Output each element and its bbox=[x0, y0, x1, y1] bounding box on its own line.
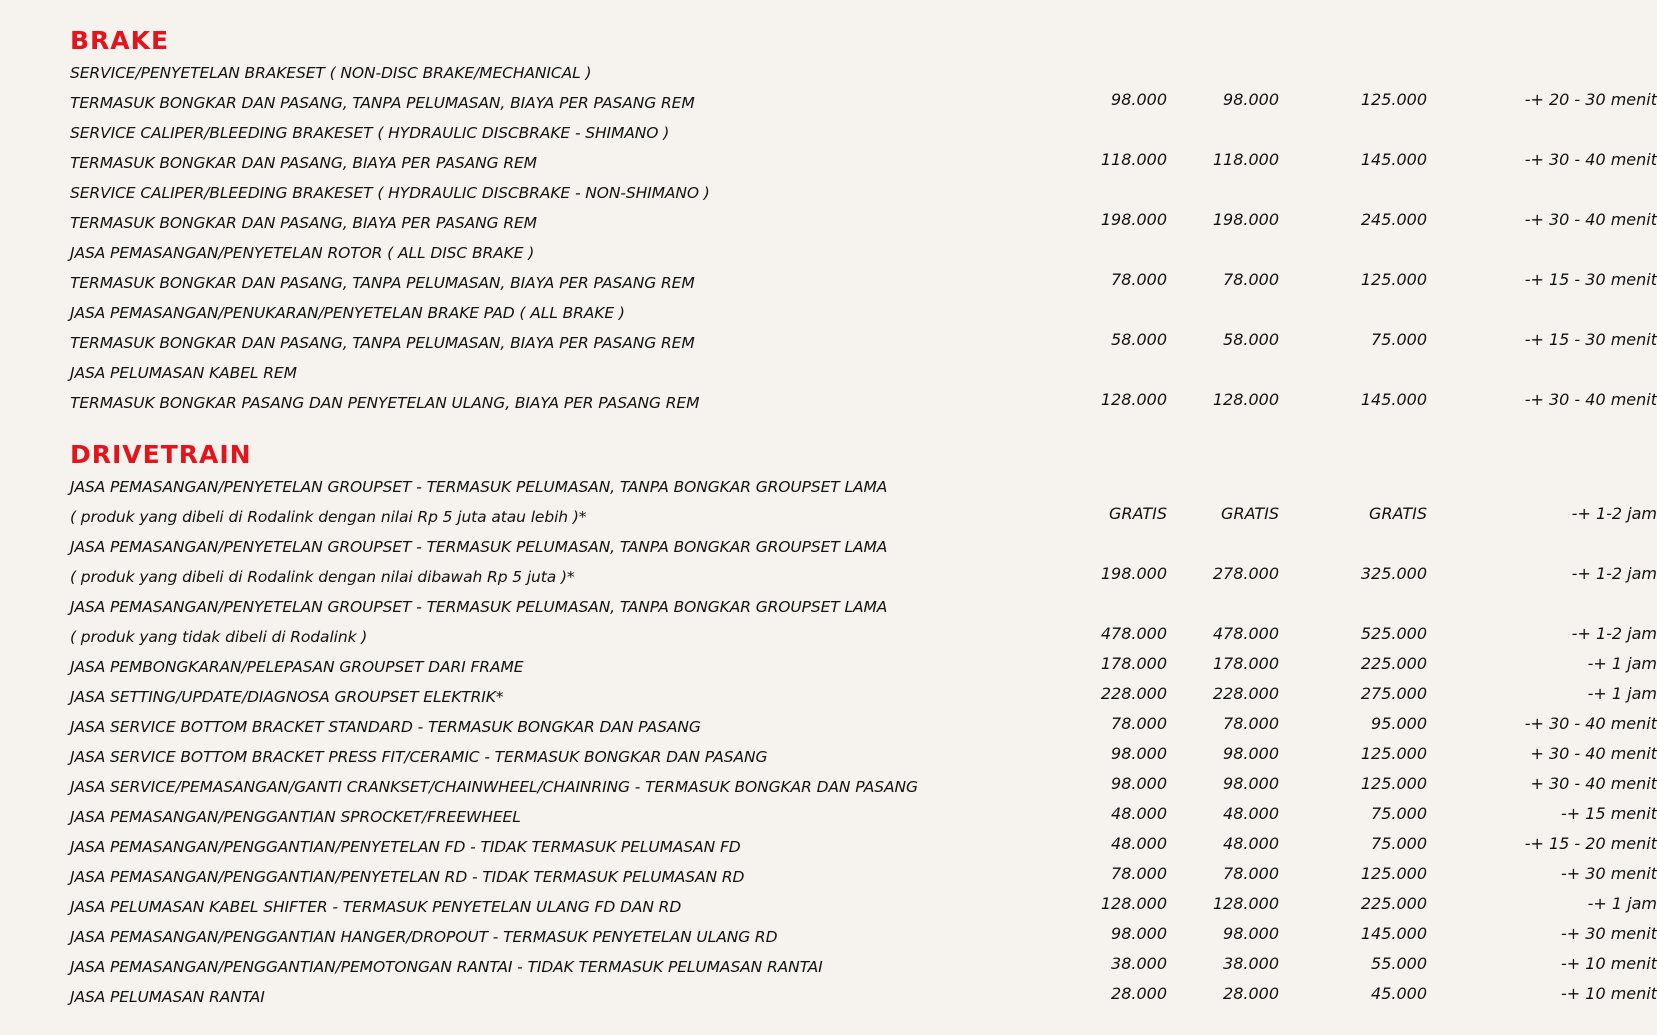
price-col-1: 28.000 bbox=[1111, 984, 1167, 1003]
price-col-2: 58.000 bbox=[1223, 330, 1279, 349]
price-col-1: 128.000 bbox=[1100, 390, 1167, 409]
service-item bbox=[70, 592, 1657, 652]
service-item bbox=[70, 682, 1657, 712]
service-item bbox=[70, 772, 1657, 802]
service-item bbox=[70, 238, 1657, 298]
price-col-1: 78.000 bbox=[1111, 270, 1167, 289]
price-col-1: GRATIS bbox=[1109, 504, 1167, 523]
duration: -+ 15 - 20 menit bbox=[1524, 834, 1657, 853]
duration: -+ 1 jam bbox=[1587, 684, 1657, 703]
price-col-2: 48.000 bbox=[1223, 834, 1279, 853]
price-col-3: 245.000 bbox=[1360, 210, 1427, 229]
service-name: JASA PEMASANGAN/PENGGANTIAN/PENYETELAN FD - TIDAK TERMASUK PELUMASAN FD bbox=[70, 838, 741, 856]
service-description bbox=[70, 358, 1010, 418]
service-item bbox=[70, 892, 1657, 922]
price-col-2: 78.000 bbox=[1223, 270, 1279, 289]
duration: -+ 1-2 jam bbox=[1571, 624, 1657, 643]
service-name: JASA PELUMASAN RANTAI bbox=[70, 988, 265, 1006]
price-col-3: 145.000 bbox=[1360, 150, 1427, 169]
price-col-2: 78.000 bbox=[1223, 864, 1279, 883]
service-name: JASA PEMASANGAN/PENUKARAN/PENYETELAN BRAKE PAD ( ALL BRAKE ) bbox=[70, 304, 625, 322]
price-col-1: 78.000 bbox=[1111, 864, 1167, 883]
price-col-2: 48.000 bbox=[1223, 804, 1279, 823]
price-col-3: 45.000 bbox=[1371, 984, 1427, 1003]
service-description bbox=[70, 862, 1010, 892]
service-name: JASA PEMASANGAN/PENYETELAN GROUPSET - TERMASUK PELUMASAN, TANPA BONGKAR GROUPSET LAMA bbox=[70, 538, 888, 556]
price-col-2: GRATIS bbox=[1221, 504, 1279, 523]
duration: -+ 20 - 30 menit bbox=[1524, 90, 1657, 109]
price-col-1: 98.000 bbox=[1111, 90, 1167, 109]
service-list bbox=[70, 58, 1657, 418]
service-name: JASA PEMASANGAN/PENYETELAN GROUPSET - TERMASUK PELUMASAN, TANPA BONGKAR GROUPSET LAMA bbox=[70, 478, 888, 496]
service-description bbox=[70, 832, 1010, 862]
service-item bbox=[70, 358, 1657, 418]
price-col-2: 178.000 bbox=[1212, 654, 1279, 673]
price-col-3: 525.000 bbox=[1360, 624, 1427, 643]
price-col-3: 55.000 bbox=[1371, 954, 1427, 973]
duration: + 30 - 40 menit bbox=[1530, 744, 1657, 763]
service-item bbox=[70, 712, 1657, 742]
duration: -+ 30 menit bbox=[1561, 864, 1657, 883]
service-description bbox=[70, 178, 1010, 238]
duration: -+ 1-2 jam bbox=[1571, 564, 1657, 583]
service-detail: TERMASUK BONGKAR DAN PASANG, BIAYA PER PASANG REM bbox=[70, 214, 537, 232]
duration: -+ 1-2 jam bbox=[1571, 504, 1657, 523]
price-col-1: 78.000 bbox=[1111, 714, 1167, 733]
service-item bbox=[70, 802, 1657, 832]
service-detail: TERMASUK BONGKAR DAN PASANG, TANPA PELUMASAN, BIAYA PER PASANG REM bbox=[70, 274, 695, 292]
service-item bbox=[70, 742, 1657, 772]
service-description bbox=[70, 532, 1010, 592]
service-item bbox=[70, 862, 1657, 892]
price-col-2: 478.000 bbox=[1212, 624, 1279, 643]
service-description bbox=[70, 772, 1010, 802]
price-col-1: 198.000 bbox=[1100, 564, 1167, 583]
price-col-3: 95.000 bbox=[1371, 714, 1427, 733]
duration: -+ 30 - 40 menit bbox=[1524, 150, 1657, 169]
duration: -+ 15 - 30 menit bbox=[1524, 270, 1657, 289]
service-name: JASA PEMASANGAN/PENYETELAN ROTOR ( ALL DISC BRAKE ) bbox=[70, 244, 535, 262]
price-col-3: 75.000 bbox=[1371, 804, 1427, 823]
price-col-3: 325.000 bbox=[1360, 564, 1427, 583]
service-name: JASA PELUMASAN KABEL SHIFTER - TERMASUK PENYETELAN ULANG FD DAN RD bbox=[70, 898, 682, 916]
service-description bbox=[70, 118, 1010, 178]
duration: -+ 30 menit bbox=[1561, 924, 1657, 943]
section-drivetrain bbox=[70, 440, 1657, 1012]
service-item bbox=[70, 58, 1657, 118]
duration: + 30 - 40 menit bbox=[1530, 774, 1657, 793]
price-col-1: 98.000 bbox=[1111, 774, 1167, 793]
service-detail: ( produk yang dibeli di Rodalink dengan nilai Rp 5 juta atau lebih )* bbox=[70, 508, 587, 526]
service-item bbox=[70, 982, 1657, 1012]
service-detail: ( produk yang dibeli di Rodalink dengan nilai dibawah Rp 5 juta )* bbox=[70, 568, 575, 586]
service-name: JASA PEMASANGAN/PENGGANTIAN HANGER/DROPOUT - TERMASUK PENYETELAN ULANG RD bbox=[70, 928, 778, 946]
price-col-1: 58.000 bbox=[1111, 330, 1167, 349]
service-item bbox=[70, 652, 1657, 682]
service-name: JASA PEMASANGAN/PENGGANTIAN SPROCKET/FREEWHEEL bbox=[70, 808, 521, 826]
service-detail: ( produk yang tidak dibeli di Rodalink ) bbox=[70, 628, 368, 646]
service-description bbox=[70, 892, 1010, 922]
price-col-1: 38.000 bbox=[1111, 954, 1167, 973]
duration: -+ 10 menit bbox=[1561, 954, 1657, 973]
price-col-3: 225.000 bbox=[1360, 654, 1427, 673]
service-item bbox=[70, 472, 1657, 532]
service-name: JASA PEMASANGAN/PENGGANTIAN/PEMOTONGAN RANTAI - TIDAK TERMASUK PELUMASAN RANTAI bbox=[70, 958, 823, 976]
price-col-1: 48.000 bbox=[1111, 834, 1167, 853]
service-name: JASA SERVICE/PEMASANGAN/GANTI CRANKSET/CHAINWHEEL/CHAINRING - TERMASUK BONGKAR DAN PASANG bbox=[70, 778, 918, 796]
service-name: JASA SETTING/UPDATE/DIAGNOSA GROUPSET ELEKTRIK* bbox=[70, 688, 504, 706]
price-col-3: 145.000 bbox=[1360, 924, 1427, 943]
section-title: BRAKE bbox=[70, 26, 170, 55]
service-description bbox=[70, 982, 1010, 1012]
price-col-2: 128.000 bbox=[1212, 894, 1279, 913]
service-description bbox=[70, 742, 1010, 772]
price-col-3: 125.000 bbox=[1360, 744, 1427, 763]
price-col-2: 228.000 bbox=[1212, 684, 1279, 703]
service-name: JASA PEMBONGKARAN/PELEPASAN GROUPSET DARI FRAME bbox=[70, 658, 524, 676]
price-col-1: 478.000 bbox=[1100, 624, 1167, 643]
price-col-1: 98.000 bbox=[1111, 744, 1167, 763]
service-detail: TERMASUK BONGKAR DAN PASANG, BIAYA PER PASANG REM bbox=[70, 154, 537, 172]
duration: -+ 1 jam bbox=[1587, 894, 1657, 913]
price-col-2: 28.000 bbox=[1223, 984, 1279, 1003]
price-col-1: 178.000 bbox=[1100, 654, 1167, 673]
price-col-1: 228.000 bbox=[1100, 684, 1167, 703]
price-col-3: 145.000 bbox=[1360, 390, 1427, 409]
service-item bbox=[70, 298, 1657, 358]
service-description bbox=[70, 952, 1010, 982]
section-brake bbox=[70, 26, 1657, 418]
price-col-2: 78.000 bbox=[1223, 714, 1279, 733]
service-description bbox=[70, 298, 1010, 358]
service-item bbox=[70, 532, 1657, 592]
price-col-1: 98.000 bbox=[1111, 924, 1167, 943]
service-description bbox=[70, 592, 1010, 652]
service-name: JASA SERVICE BOTTOM BRACKET PRESS FIT/CERAMIC - TERMASUK BONGKAR DAN PASANG bbox=[70, 748, 768, 766]
service-description bbox=[70, 802, 1010, 832]
service-name: SERVICE/PENYETELAN BRAKESET ( NON-DISC BRAKE/MECHANICAL ) bbox=[70, 64, 592, 82]
duration: -+ 30 - 40 menit bbox=[1524, 210, 1657, 229]
duration: -+ 10 menit bbox=[1561, 984, 1657, 1003]
service-description bbox=[70, 472, 1010, 532]
service-item bbox=[70, 118, 1657, 178]
price-col-3: 125.000 bbox=[1360, 90, 1427, 109]
service-description bbox=[70, 58, 1010, 118]
duration: -+ 30 - 40 menit bbox=[1524, 390, 1657, 409]
price-col-3: 125.000 bbox=[1360, 864, 1427, 883]
price-col-2: 118.000 bbox=[1212, 150, 1279, 169]
price-col-2: 98.000 bbox=[1223, 90, 1279, 109]
service-name: SERVICE CALIPER/BLEEDING BRAKESET ( HYDRAULIC DISCBRAKE - NON-SHIMANO ) bbox=[70, 184, 710, 202]
price-col-1: 198.000 bbox=[1100, 210, 1167, 229]
duration: -+ 1 jam bbox=[1587, 654, 1657, 673]
section-title: DRIVETRAIN bbox=[70, 440, 252, 469]
price-col-3: 75.000 bbox=[1371, 330, 1427, 349]
price-col-2: 198.000 bbox=[1212, 210, 1279, 229]
price-col-2: 98.000 bbox=[1223, 924, 1279, 943]
service-item bbox=[70, 952, 1657, 982]
price-col-2: 98.000 bbox=[1223, 744, 1279, 763]
price-col-3: 125.000 bbox=[1360, 774, 1427, 793]
price-col-1: 48.000 bbox=[1111, 804, 1167, 823]
duration: -+ 15 - 30 menit bbox=[1524, 330, 1657, 349]
service-description bbox=[70, 682, 1010, 712]
service-item bbox=[70, 922, 1657, 952]
price-col-3: GRATIS bbox=[1369, 504, 1427, 523]
price-col-1: 128.000 bbox=[1100, 894, 1167, 913]
service-item bbox=[70, 178, 1657, 238]
service-list bbox=[70, 472, 1657, 1012]
price-col-3: 275.000 bbox=[1360, 684, 1427, 703]
price-col-2: 128.000 bbox=[1212, 390, 1279, 409]
service-description bbox=[70, 922, 1010, 952]
service-description bbox=[70, 652, 1010, 682]
service-name: JASA PELUMASAN KABEL REM bbox=[70, 364, 297, 382]
price-col-3: 75.000 bbox=[1371, 834, 1427, 853]
duration: -+ 30 - 40 menit bbox=[1524, 714, 1657, 733]
service-detail: TERMASUK BONGKAR DAN PASANG, TANPA PELUMASAN, BIAYA PER PASANG REM bbox=[70, 94, 695, 112]
price-col-2: 98.000 bbox=[1223, 774, 1279, 793]
service-detail: TERMASUK BONGKAR DAN PASANG, TANPA PELUMASAN, BIAYA PER PASANG REM bbox=[70, 334, 695, 352]
price-col-2: 38.000 bbox=[1223, 954, 1279, 973]
service-name: JASA PEMASANGAN/PENYETELAN GROUPSET - TERMASUK PELUMASAN, TANPA BONGKAR GROUPSET LAMA bbox=[70, 598, 888, 616]
service-description bbox=[70, 238, 1010, 298]
price-col-1: 118.000 bbox=[1100, 150, 1167, 169]
price-col-3: 125.000 bbox=[1360, 270, 1427, 289]
service-name: JASA PEMASANGAN/PENGGANTIAN/PENYETELAN RD - TIDAK TERMASUK PELUMASAN RD bbox=[70, 868, 745, 886]
service-name: JASA SERVICE BOTTOM BRACKET STANDARD - TERMASUK BONGKAR DAN PASANG bbox=[70, 718, 701, 736]
service-detail: TERMASUK BONGKAR PASANG DAN PENYETELAN ULANG, BIAYA PER PASANG REM bbox=[70, 394, 700, 412]
price-col-2: 278.000 bbox=[1212, 564, 1279, 583]
service-item bbox=[70, 832, 1657, 862]
price-col-3: 225.000 bbox=[1360, 894, 1427, 913]
duration: -+ 15 menit bbox=[1561, 804, 1657, 823]
service-description bbox=[70, 712, 1010, 742]
service-name: SERVICE CALIPER/BLEEDING BRAKESET ( HYDRAULIC DISCBRAKE - SHIMANO ) bbox=[70, 124, 670, 142]
